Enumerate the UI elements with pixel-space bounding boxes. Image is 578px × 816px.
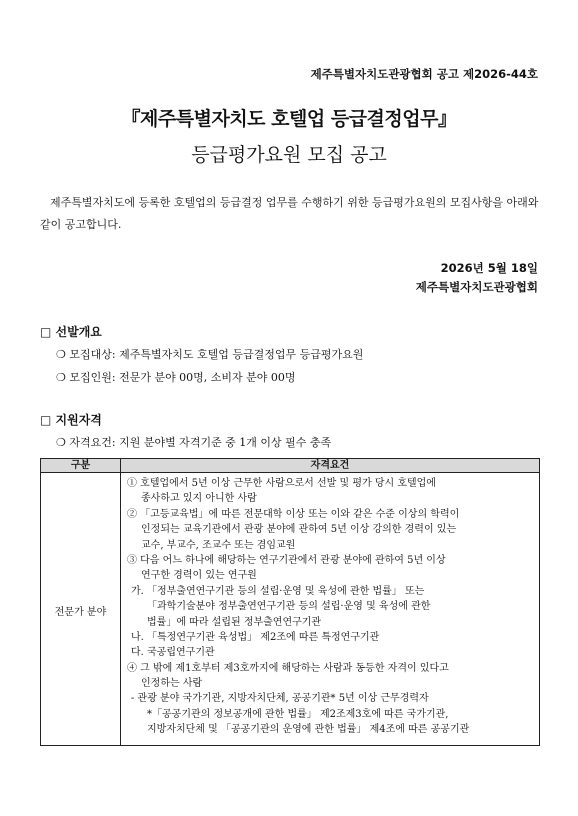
requirement-line: 나. 「특정연구기관 육성법」 제2조에 따른 특정연구기관 [131,631,380,643]
page-title: 『제주특별자치도 호텔업 등급결정업무』 [121,108,457,130]
table-requirements-cell [127,476,535,738]
requirement-line: 인정되는 교육기관에서 관광 분야에 관하여 5년 이상 강의한 경력이 있는 [141,524,457,536]
requirement-line: 연구한 경력이 있는 연구원 [141,570,257,582]
section-title-overview: □ 선발개요 [40,325,102,339]
requirement-line: 다. 국공립연구기관 [131,647,215,659]
bullet-requirement: ❍ 자격요건: 지원 분야별 자격기준 중 1개 이상 필수 충족 [56,436,332,449]
requirement-line: 「과학기술분야 정부출연연구기관 등의 설립·운영 및 육성에 관한 [147,601,431,613]
section-title-qualification: □ 지원자격 [40,413,102,427]
page-subtitle: 등급평가요원 모집 공고 [191,144,387,166]
table-header-category: 구분 [70,460,91,471]
bullet-recruit-target: ❍ 모집대상: 제주특별자치도 호텔업 등급결정업무 등급평가요원 [56,348,364,361]
table-header-requirements: 자격요건 [310,460,350,471]
requirement-line: 가. 「정부출연연구기관 등의 설립·운영 및 육성에 관한 법률」 또는 [131,585,425,597]
table-row-label: 전문가 분야 [54,607,107,618]
notice-date: 2026년 5월 18일 [440,261,538,275]
qualification-table [40,458,540,746]
notice-number: 제주특별자치도관광협회 공고 제2026-44호 [310,67,538,81]
intro-paragraph: 제주특별자치도에 등록한 호텔업의 등급결정 업무를 수행하기 위한 등급평가요원의 모집사항을 아래와 같이 공고합니다. [40,196,539,231]
requirement-line: ④ 그 밖에 제1호부터 제3호까지에 해당하는 사람과 동등한 자격이 있다고 [127,662,449,674]
requirement-line: ③ 다음 어느 하나에 해당하는 연구기관에서 관광 분야에 관하여 5년 이상 [127,554,446,566]
issuer-org: 제주특별자치도관광협회 [415,280,538,294]
requirement-line: ① 호텔업에서 5년 이상 근무한 사람으로서 선발 및 평가 당시 호텔업에 [127,478,436,489]
requirement-line: 교수, 부교수, 조교수 또는 겸임교원 [141,539,296,551]
requirement-line: 법률」에 따라 설립된 정부출연연구기관 [147,616,322,628]
requirement-line: - 관광 분야 국가기관, 지방자치단체, 공공기관* 5년 이상 근무경력자 [131,693,429,705]
requirement-line: 종사하고 있지 아니한 사람 [141,493,257,505]
requirement-line: 지방자치단체 및 「공공기관의 운영에 관한 법률」 제4조에 따른 공공기관 [147,724,470,736]
bullet-recruit-count: ❍ 모집인원: 전문가 분야 00명, 소비자 분야 00명 [56,371,296,384]
requirement-line: ② 「고등교육법」에 따른 전문대학 이상 또는 이와 같은 수준 이상의 학력이 [127,508,460,520]
table-column-divider [120,459,121,745]
requirement-line: 인정하는 사람 [141,678,203,690]
table-header-row [41,459,539,473]
requirement-line: *「공공기관의 정보공개에 관한 법률」 제2조제3호에 따른 국가기관, [147,708,449,720]
